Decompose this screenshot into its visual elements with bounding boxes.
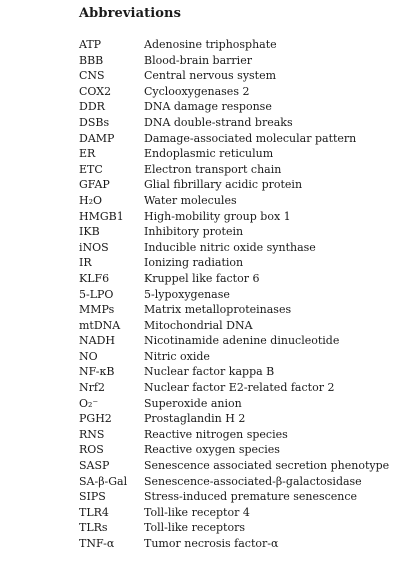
- abbreviation-term: NF-κB: [79, 365, 115, 379]
- abbreviation-definition: DNA double-strand breaks: [144, 115, 293, 129]
- abbreviation-term: NO: [79, 349, 98, 363]
- abbreviation-row: [79, 224, 399, 240]
- abbreviation-row: [79, 53, 399, 69]
- abbreviation-row: [79, 411, 399, 427]
- abbreviation-definition: High-mobility group box 1: [144, 209, 291, 223]
- abbreviation-row: [79, 302, 399, 318]
- abbreviation-row: [79, 115, 399, 131]
- abbreviation-definition: Central nervous system: [144, 69, 277, 83]
- abbreviation-row: [79, 333, 399, 349]
- abbreviation-definition: Stress-induced premature senescence: [144, 490, 358, 504]
- abbreviation-term: DSBs: [79, 115, 110, 129]
- abbreviation-row: [79, 68, 399, 84]
- abbreviation-definition: Inducible nitric oxide synthase: [144, 240, 316, 254]
- abbreviation-term: KLF6: [79, 271, 110, 285]
- abbreviation-term: DAMP: [79, 131, 115, 145]
- abbreviation-definition: Superoxide anion: [144, 396, 242, 410]
- abbreviation-definition: Electron transport chain: [144, 162, 282, 176]
- abbreviation-row: [79, 255, 399, 271]
- abbreviation-term: ETC: [79, 162, 103, 176]
- abbreviation-row: [79, 396, 399, 412]
- abbreviation-definition: Nuclear factor E2-related factor 2: [144, 381, 335, 395]
- abbreviation-term: 5-LPO: [79, 287, 114, 301]
- abbreviation-term: RNS: [79, 427, 105, 441]
- abbreviation-definition: Endoplasmic reticulum: [144, 147, 274, 161]
- abbreviation-definition: Prostaglandin H 2: [144, 412, 246, 426]
- abbreviation-term: SASP: [79, 459, 110, 473]
- abbreviation-term: CNS: [79, 69, 105, 83]
- abbreviation-row: [79, 380, 399, 396]
- abbreviation-row: [79, 37, 399, 53]
- abbreviation-row: [79, 458, 399, 474]
- abbreviation-term: COX2: [79, 84, 112, 98]
- abbreviation-row: [79, 489, 399, 505]
- abbreviation-row: [79, 520, 399, 536]
- abbreviation-definition: Water molecules: [144, 193, 237, 207]
- abbreviation-definition: Damage-associated molecular pattern: [144, 131, 357, 145]
- abbreviation-term: BBB: [79, 53, 104, 67]
- abbreviation-row: [79, 536, 399, 552]
- abbreviation-row: [79, 131, 399, 147]
- abbreviation-row: [79, 287, 399, 303]
- abbreviation-row: [79, 427, 399, 443]
- abbreviation-definition: Ionizing radiation: [144, 256, 244, 270]
- abbreviation-definition: Nicotinamide adenine dinucleotide: [144, 334, 340, 348]
- abbreviation-definition: Adenosine triphosphate: [144, 38, 277, 51]
- abbreviation-term: GFAP: [79, 178, 110, 192]
- abbreviation-row: [79, 318, 399, 334]
- abbreviation-row: [79, 209, 399, 225]
- abbreviation-definition: Toll-like receptors: [144, 521, 245, 535]
- abbreviation-definition: Inhibitory protein: [144, 225, 244, 239]
- abbreviation-term: mtDNA: [79, 318, 121, 332]
- abbreviation-definition: Nitric oxide: [144, 349, 210, 363]
- abbreviation-definition: Kruppel like factor 6: [144, 271, 260, 285]
- abbreviation-term: SA-β-Gal: [79, 474, 128, 488]
- abbreviation-term: ATP: [79, 38, 102, 51]
- abbreviation-term: DDR: [79, 100, 105, 114]
- abbreviation-row: [79, 177, 399, 193]
- abbreviation-row: [79, 349, 399, 365]
- abbreviation-row: [79, 505, 399, 521]
- abbreviation-definition: Mitochondrial DNA: [144, 318, 253, 332]
- abbreviation-row: [79, 162, 399, 178]
- abbreviation-row: [79, 271, 399, 287]
- abbreviation-row: [79, 474, 399, 490]
- abbreviation-term: H₂O: [79, 193, 103, 207]
- abbreviation-term: PGH2: [79, 412, 112, 426]
- abbreviation-definition: 5-lypoxygenase: [144, 287, 230, 301]
- abbreviation-definition: Matrix metalloproteinases: [144, 303, 292, 317]
- abbreviation-term: NADH: [79, 334, 115, 348]
- abbreviation-definition: Nuclear factor kappa B: [144, 365, 275, 379]
- abbreviation-term: IKB: [79, 225, 100, 239]
- abbreviation-definition: Blood-brain barrier: [144, 53, 252, 67]
- abbreviation-term: TNF-α: [79, 537, 115, 550]
- abbreviation-row: [79, 442, 399, 458]
- abbreviation-definition: Cyclooxygenases 2: [144, 84, 250, 98]
- abbreviation-term: SIPS: [79, 490, 106, 504]
- abbreviation-definition: Tumor necrosis factor-α: [144, 537, 279, 550]
- abbreviation-term: IR: [79, 256, 92, 270]
- abbreviation-definition: Glial fibrillary acidic protein: [144, 178, 303, 192]
- abbreviation-row: [79, 99, 399, 115]
- abbreviation-term: MMPs: [79, 303, 115, 317]
- abbreviation-term: iNOS: [79, 240, 109, 254]
- abbreviation-row: [79, 240, 399, 256]
- abbreviation-definition: Senescence associated secretion phenotype: [144, 459, 390, 473]
- abbreviation-definition: Reactive oxygen species: [144, 443, 280, 457]
- abbreviation-term: TLR4: [79, 505, 109, 519]
- abbreviation-row: [79, 146, 399, 162]
- abbreviation-definition: Toll-like receptor 4: [144, 505, 250, 519]
- abbreviation-definition: DNA damage response: [144, 100, 272, 114]
- abbreviation-term: ROS: [79, 443, 104, 457]
- abbreviation-term: ER: [79, 147, 96, 161]
- abbreviation-term: O₂⁻: [79, 396, 99, 410]
- abbreviation-row: [79, 193, 399, 209]
- abbreviations-list: [79, 37, 399, 552]
- abbreviation-term: TLRs: [79, 521, 108, 535]
- abbreviation-term: Nrf2: [79, 381, 105, 395]
- abbreviation-definition: Senescence-associated-β-galactosidase: [144, 474, 362, 488]
- abbreviation-row: [79, 364, 399, 380]
- abbreviation-term: HMGB1: [79, 209, 124, 223]
- abbreviation-definition: Reactive nitrogen species: [144, 427, 288, 441]
- abbreviation-row: [79, 84, 399, 100]
- section-heading: Abbreviations: [79, 6, 181, 21]
